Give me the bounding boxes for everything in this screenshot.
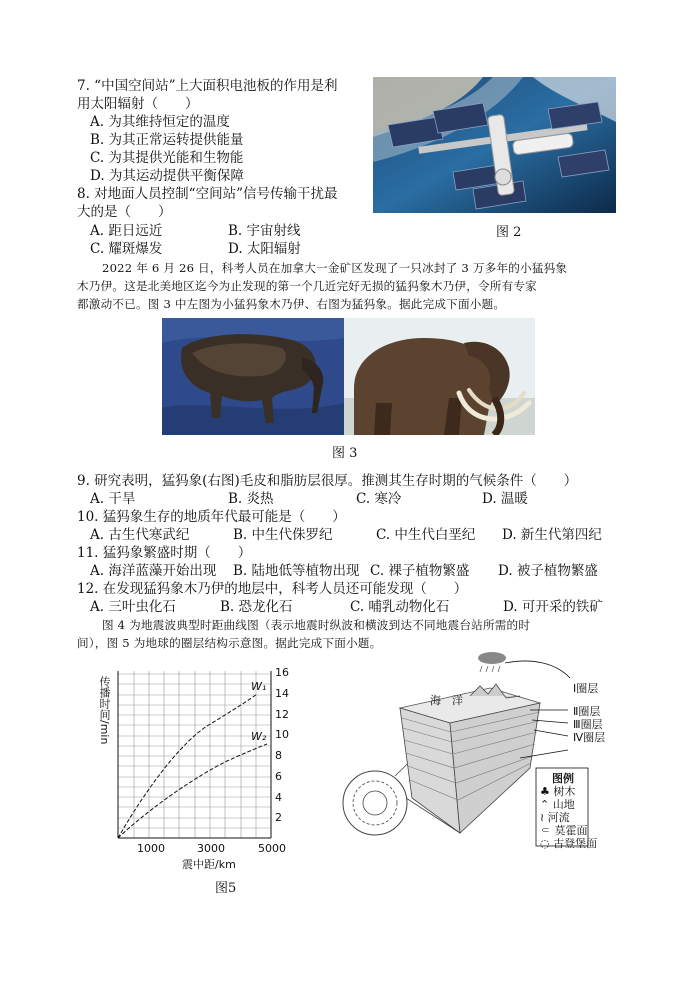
q7-option-d: D. 为其运动提供平衡保障	[90, 168, 244, 184]
mountain-icon: ⌃	[540, 798, 550, 811]
moho-line-icon: ⸦	[540, 824, 551, 837]
baby-mammoth-mummy-photo	[162, 318, 344, 435]
q7-stem-line1: 7. “中国空间站”上大面积电池板的作用是利	[77, 78, 338, 94]
q9-option-a: A. 干旱	[90, 491, 136, 507]
legend-item-tree: ♣ 树木	[540, 785, 576, 798]
fig3-caption: 图 3	[332, 446, 358, 461]
layer-4-label: Ⅳ圈层	[573, 731, 606, 744]
passage1-line3: 都激动不已。图 3 中左图为小猛犸象木乃伊、右图为猛犸象。据此完成下面小题。	[77, 297, 506, 311]
q8-option-d: D. 太阳辐射	[228, 241, 301, 257]
layer-3-label: Ⅲ圈层	[573, 718, 603, 731]
y-axis-label: 传播时间/min	[98, 676, 111, 745]
earth-layers-svg	[340, 648, 630, 848]
q12-option-d: D. 可开采的铁矿	[503, 599, 603, 615]
q8-stem-line1: 8. 对地面人员控制“空间站”信号传输干扰最	[77, 186, 338, 202]
curve-w1-label: W₁	[251, 680, 267, 693]
q10-option-d: D. 新生代第四纪	[502, 527, 602, 543]
q9-option-c: C. 寒冷	[356, 491, 402, 507]
q10-option-b: B. 中生代侏罗纪	[233, 527, 333, 543]
passage1-line2: 木乃伊。这是北美地区迄今为止发现的第一个几近完好无损的猛犸象木乃伊，令所有专家	[77, 279, 537, 293]
q7-option-b: B. 为其正常运转提供能量	[90, 132, 244, 148]
q10-stem: 10. 猛犸象生存的地质年代最可能是（ ）	[77, 509, 346, 525]
q11-option-b: B. 陆地低等植物出现	[233, 563, 360, 579]
x-tick-label: 5000	[258, 842, 286, 855]
q7-option-a: A. 为其维持恒定的温度	[90, 114, 230, 130]
q12-stem: 12. 在发现猛犸象木乃伊的地层中，科考人员还可能发现（ ）	[77, 581, 468, 597]
q8-option-a: A. 距日远近	[90, 223, 163, 239]
passage1-line1: 2022 年 6 月 26 日，科考人员在加拿大一金矿区发现了一只冰封了 3 万多年的小猛犸象	[102, 261, 568, 275]
q11-option-a: A. 海洋蓝藻开始出现	[90, 563, 217, 579]
legend-item-mountain: ⌃ 山地	[540, 798, 575, 811]
ocean-label: 海 洋	[430, 694, 463, 707]
tree-icon: ♣	[540, 785, 550, 798]
q8-stem-line2: 大的是（ ）	[77, 204, 172, 220]
q7-stem-line2: 用太阳辐射（ ）	[77, 96, 199, 112]
legend-title: 图例	[552, 772, 574, 785]
q9-option-b: B. 炎热	[228, 491, 274, 507]
x-axis-label: 震中距/km	[182, 858, 236, 871]
q12-option-a: A. 三叶虫化石	[90, 599, 176, 615]
river-icon: ≀	[540, 811, 545, 824]
q8-option-b: B. 宇宙射线	[228, 223, 301, 239]
y-tick-label: 12	[275, 708, 289, 721]
legend-item-moho: ⸦ 莫霍面	[540, 824, 588, 837]
q8-option-c: C. 耀斑爆发	[90, 241, 163, 257]
q11-option-d: D. 被子植物繁盛	[498, 563, 598, 579]
q12-option-c: C. 哺乳动物化石	[350, 599, 450, 615]
q11-option-c: C. 裸子植物繁盛	[370, 563, 470, 579]
seismic-time-distance-chart	[97, 666, 297, 876]
y-tick-label: 14	[275, 687, 289, 700]
q10-option-a: A. 古生代寒武纪	[90, 527, 190, 543]
q7-option-c: C. 为其提供光能和生物能	[90, 150, 244, 166]
layer-1-label: Ⅰ圈层	[573, 682, 599, 695]
y-tick-label: 2	[275, 811, 282, 824]
q12-option-b: B. 恐龙化石	[220, 599, 293, 615]
legend-item-river: ≀ 河流	[540, 811, 570, 824]
layer-2-label: Ⅱ圈层	[573, 705, 601, 718]
legend-item-gutenberg: ◌ 古登堡面	[540, 837, 598, 850]
q9-stem: 9. 研究表明，猛犸象(右图)毛皮和脂肪层很厚。推测其生存时期的气候条件（ ）	[77, 473, 578, 489]
y-tick-label: 8	[275, 749, 282, 762]
y-tick-label: 10	[275, 728, 289, 741]
passage2-line2: 间），图 5 为地球的圈层结构示意图。据此完成下面小题。	[77, 636, 382, 650]
y-tick-label: 6	[275, 770, 282, 783]
q11-stem: 11. 猛犸象繁盛时期（ ）	[77, 545, 252, 561]
fig5-caption: 图5	[215, 881, 237, 896]
y-tick-label: 16	[275, 666, 289, 679]
x-tick-label: 3000	[197, 842, 225, 855]
q9-option-d: D. 温暖	[482, 491, 528, 507]
passage2-line1: 图 4 为地震波典型时距曲线图（表示地震时纵波和横波到达不同地震台站所需的时	[102, 618, 531, 632]
earth-layers-diagram	[340, 648, 630, 848]
curve-w2-label: W₂	[251, 730, 267, 743]
y-tick-label: 4	[275, 791, 282, 804]
gutenberg-line-icon: ◌	[540, 837, 550, 850]
fig2-caption: 图 2	[496, 225, 522, 240]
x-tick-label: 1000	[137, 842, 165, 855]
mammoth-photo	[344, 318, 535, 435]
q10-option-c: C. 中生代白垩纪	[376, 527, 476, 543]
space-station-photo	[373, 77, 616, 213]
